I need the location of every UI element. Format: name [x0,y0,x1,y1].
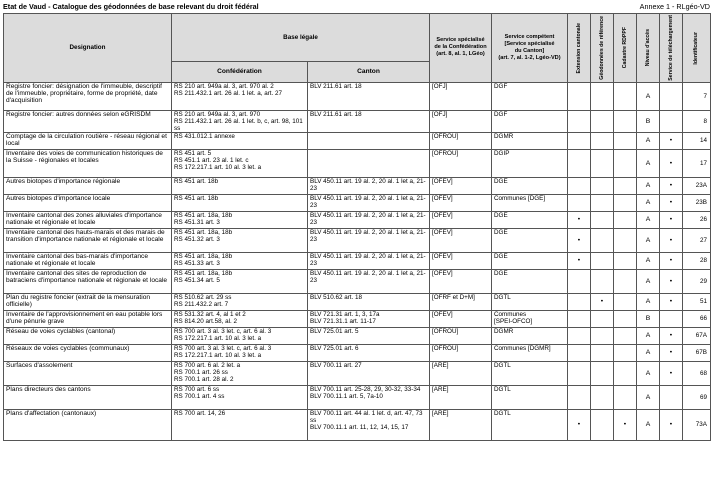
extension-cantonale-cell [568,310,591,327]
identificateur-cell: 67A [683,327,711,344]
geodonnees-reference-cell [591,327,614,344]
identificateur-cell: 27 [683,228,711,252]
table-row [4,385,711,409]
canton-cell [308,211,430,228]
table-row [4,194,711,211]
confederation-cell [172,293,308,310]
cell-line: DGE [494,211,508,219]
geodonnees-reference-cell [591,310,614,327]
cadastre-rdppf-cell [614,344,637,361]
table-row [4,310,711,327]
header-extension-cantonale: Extension cantonale [568,14,591,83]
cell-line: RS 700 art. 14, 26 [174,409,226,417]
cell-line: DGE [494,177,508,185]
extension-cantonale-cell [568,132,591,149]
header-service-telechargement: Service de téléchargement [660,14,683,83]
service-confederation-cell: [OFROU] [430,149,492,177]
table-row [4,228,711,252]
table-row [4,149,711,177]
canton-cell [308,194,430,211]
niveau-acces-cell: A [637,252,660,269]
service-confederation-cell: [OFEV] [430,310,492,327]
extension-cantonale-cell [568,194,591,211]
niveau-acces-cell: A [637,344,660,361]
canton-cell [308,293,430,310]
cell-line: BLV 450.11 art. 19 al. 2, 20 al. 1 let a, 21-23 [310,252,426,267]
service-canton-cell [492,361,568,385]
cadastre-rdppf-cell [614,228,637,252]
niveau-acces-cell: A [637,194,660,211]
cell-line: DGIP [494,149,510,157]
service-confederation-cell: [OFEV] [430,177,492,194]
cell-line: DGTL [494,385,511,393]
niveau-acces-cell: A [637,293,660,310]
geodonnees-reference-cell [591,82,614,110]
service-telechargement-cell: • [660,228,683,252]
cadastre-rdppf-cell [614,327,637,344]
geodonnees-reference-cell [591,409,614,440]
confederation-cell [172,149,308,177]
cell-line: Communes [494,310,527,318]
service-confederation-cell: [OFEV] [430,194,492,211]
cell-line: BLV 450.11 art. 19 al. 2, 20 al. 1 let a, 21-23 [310,211,426,226]
cadastre-rdppf-cell [614,252,637,269]
service-telechargement-cell: • [660,132,683,149]
service-confederation-cell: [OFEV] [430,228,492,252]
geodonnees-reference-cell [591,385,614,409]
cell-line: DGE [494,252,508,260]
cell-line: [SPEI-OFCO] [494,317,533,325]
cadastre-rdppf-cell [614,82,637,110]
confederation-cell [172,327,308,344]
identificateur-cell: 69 [683,385,711,409]
cell-line: RS 210 art. 949a al. 3, art. 970 [174,110,261,118]
cell-line: RS 451 art. 18a, 18b [174,211,233,219]
confederation-cell [172,82,308,110]
extension-cantonale-cell: • [568,228,591,252]
service-canton-cell [492,310,568,327]
cell-line: BLV 700.11.1 art. 11, 12, 14, 15, 17 [310,423,409,431]
table-row [4,211,711,228]
cell-line: RS 211.432.2 art. 7 [174,300,229,308]
cell-line: DGF [494,110,508,118]
cell-line: BLV 700.11.1 art. 5, 7a-10 [310,392,383,400]
service-canton-cell [492,149,568,177]
designation-cell: Autres biotopes d'importance locale [4,194,172,211]
designation-cell: Inventaire cantonal des hauts-marais et des marais de transition d'importance nationale et régionale et locale [4,228,172,252]
identificateur-cell: 51 [683,293,711,310]
header-identificateur: Identificateur [683,14,711,83]
service-telechargement-cell: • [660,269,683,293]
extension-cantonale-cell [568,385,591,409]
service-telechargement-cell [660,110,683,132]
designation-cell: Réseau de voies cyclables (cantonal) [4,327,172,344]
extension-cantonale-cell [568,269,591,293]
service-telechargement-cell [660,82,683,110]
service-telechargement-cell [660,310,683,327]
service-canton-cell [492,293,568,310]
cell-line: BLV 450.11 art. 19 al. 2, 20 al. 1 let a, 21-23 [310,228,426,243]
service-telechargement-cell: • [660,409,683,440]
cell-line: RS 700 art. 6 al. 2 let. a [174,361,241,369]
cadastre-rdppf-cell [614,269,637,293]
cell-line: BLV 450.11 art. 19 al. 2, 20 al. 1 let a, 21-23 [310,177,426,192]
service-telechargement-cell: • [660,293,683,310]
table-row [4,269,711,293]
geodonnees-reference-cell [591,194,614,211]
header-canton: Canton [308,61,430,82]
confederation-cell [172,194,308,211]
cadastre-rdppf-cell [614,211,637,228]
confederation-cell [172,269,308,293]
confederation-cell [172,177,308,194]
designation-cell: Inventaire des voies de communication historiques de la Suisse - régionales et locales [4,149,172,177]
designation-cell: Inventaire cantonal des zones alluviales d'importance nationale et régionale et locale [4,211,172,228]
identificateur-cell: 66 [683,310,711,327]
service-canton-cell [492,82,568,110]
designation-cell: Surfaces d'assolement [4,361,172,385]
cell-line: RS 451.33 art. 3 [174,259,220,267]
identificateur-cell: 67B [683,344,711,361]
table-row [4,132,711,149]
cadastre-rdppf-cell [614,177,637,194]
niveau-acces-cell: B [637,310,660,327]
designation-cell: Réseaux de voies cyclables (communaux) [4,344,172,361]
cell-line: BLV 700.11 art. 25-28, 29, 30-32, 33-34 [310,385,421,393]
niveau-acces-cell: B [637,110,660,132]
cell-line: RS 451 art. 18a, 18b [174,269,233,277]
designation-cell: Inventaire cantonal des bas-marais d'importance nationale et régionale et locale [4,252,172,269]
service-canton-cell [492,327,568,344]
table-row [4,110,711,132]
extension-cantonale-cell: • [568,252,591,269]
annex-label: Annexe 1 - RLgéo-VD [639,2,710,11]
geodonnees-reference-cell [591,269,614,293]
confederation-cell [172,385,308,409]
service-confederation-cell: [OFJ] [430,82,492,110]
service-telechargement-cell: • [660,211,683,228]
canton-cell [308,327,430,344]
service-canton-cell [492,409,568,440]
cadastre-rdppf-cell: • [614,409,637,440]
identificateur-cell: 28 [683,252,711,269]
service-confederation-cell: [ARE] [430,361,492,385]
service-canton-cell [492,194,568,211]
designation-cell: Inventaire de l'approvisionnement en eau potable lors d'une pénurie grave [4,310,172,327]
cell-line: BLV 211.61 art. 18 [310,82,362,90]
service-telechargement-cell: • [660,177,683,194]
header-base-legale: Base légale [172,14,430,62]
geodonnees-reference-cell [591,149,614,177]
cell-line: BLV 721.31.1 art. 11-17 [310,317,376,325]
service-canton-cell [492,177,568,194]
confederation-cell [172,361,308,385]
cell-line: RS 172.217.1 art. 10 al. 3 let. a [174,351,262,359]
extension-cantonale-cell: • [568,409,591,440]
confederation-cell [172,409,308,440]
niveau-acces-cell: A [637,82,660,110]
cell-line: DGTL [494,293,511,301]
geodonnees-reference-cell: • [591,293,614,310]
service-canton-cell [492,344,568,361]
document-title: Etat de Vaud - Catalogue des géodonnées de base relevant du droit fédéral [3,2,259,11]
cell-line: BLV 450.11 art. 19 al. 2, 20 al. 1 let a, 21-23 [310,194,426,209]
canton-cell [308,409,430,440]
extension-cantonale-cell [568,110,591,132]
confederation-cell [172,211,308,228]
confederation-cell [172,110,308,132]
designation-cell: Plan du registre foncier (extrait de la mensuration officielle) [4,293,172,310]
niveau-acces-cell: A [637,409,660,440]
cell-line: BLV 700.11 art. 44 al. 1 let. d, art. 47, 73 ss [310,409,423,424]
cell-line: DGMR [494,132,514,140]
cell-line: RS 451 art. 18b [174,177,219,185]
cell-line: BLV 725.01 art. 5 [310,327,359,335]
identificateur-cell: 7 [683,82,711,110]
service-telechargement-cell: • [660,361,683,385]
cell-line: RS 510.62 art. 29 ss [174,293,232,301]
identificateur-cell: 14 [683,132,711,149]
extension-cantonale-cell [568,327,591,344]
confederation-cell [172,252,308,269]
service-confederation-cell: [OFROU] [430,132,492,149]
service-telechargement-cell: • [660,194,683,211]
service-confederation-cell: [OFEV] [430,211,492,228]
cadastre-rdppf-cell [614,110,637,132]
geodonnees-reference-cell [591,344,614,361]
geodonnees-reference-cell [591,110,614,132]
canton-cell [308,252,430,269]
cell-line: RS 700.1 art. 28 al. 2 [174,375,234,383]
confederation-cell [172,310,308,327]
service-telechargement-cell: • [660,344,683,361]
service-canton-cell [492,385,568,409]
table-row [4,82,711,110]
cell-line: RS 451.32 art. 3 [174,235,220,243]
confederation-cell [172,344,308,361]
canton-cell [308,385,430,409]
cell-line: RS 172.217.1 art. 10 al. 3 let. a [174,163,262,171]
cell-line: RS 431.012.1 annexe [174,132,235,140]
confederation-cell [172,132,308,149]
cell-line: BLV 721.31 art. 1, 3, 17a [310,310,380,318]
cell-line: DGTL [494,361,511,369]
table-row [4,252,711,269]
cell-line: DGE [494,269,508,277]
cell-line: Communes [DGE] [494,194,546,202]
service-telechargement-cell [660,385,683,409]
cell-line: RS 451 art. 18a, 18b [174,228,233,236]
service-canton-cell [492,228,568,252]
canton-cell [308,344,430,361]
extension-cantonale-cell [568,344,591,361]
cadastre-rdppf-cell [614,132,637,149]
identificateur-cell: 23B [683,194,711,211]
cell-line: DGF [494,82,508,90]
niveau-acces-cell: A [637,361,660,385]
identificateur-cell: 23A [683,177,711,194]
extension-cantonale-cell [568,82,591,110]
geodonnees-reference-cell [591,252,614,269]
niveau-acces-cell: A [637,228,660,252]
extension-cantonale-cell [568,361,591,385]
header-service-confederation: Service spécialisé de la Confédération (art. 8, al. 1, LGéo) [430,14,492,83]
canton-cell [308,149,430,177]
designation-cell: Plans d'affectation (cantonaux) [4,409,172,440]
identificateur-cell: 26 [683,211,711,228]
cell-line: RS 700 art. 3 al. 3 let. c, art. 6 al. 3 [174,344,272,352]
service-canton-cell [492,269,568,293]
cell-line: RS 211.432.1 art. 26 al. 1 let. b, c, art. 98, 101 ss [174,117,303,132]
cell-line: BLV 450.11 art. 19 al. 2, 20 al. 1 let a, 21-23 [310,269,426,284]
niveau-acces-cell: A [637,177,660,194]
geodonnees-reference-cell [591,228,614,252]
designation-cell: Plans directeurs des cantons [4,385,172,409]
confederation-cell [172,228,308,252]
canton-cell [308,82,430,110]
service-confederation-cell: [ARE] [430,385,492,409]
cadastre-rdppf-cell [614,361,637,385]
niveau-acces-cell: A [637,132,660,149]
cell-line: DGE [494,228,508,236]
cell-line: RS 814.20 art.58, al. 2 [174,317,238,325]
designation-cell: Registre foncier: autres données selon eGRISDM [4,110,172,132]
service-telechargement-cell: • [660,327,683,344]
header-cadastre-rdppf: Cadastre RDPPF [614,14,637,83]
service-canton-cell [492,132,568,149]
canton-cell [308,228,430,252]
service-confederation-cell: [OFEV] [430,269,492,293]
niveau-acces-cell: A [637,269,660,293]
header-confederation: Confédération [172,61,308,82]
cadastre-rdppf-cell [614,293,637,310]
cell-line: RS 451.31 art. 3 [174,218,220,226]
service-canton-cell [492,110,568,132]
cell-line: RS 700 art. 6 ss [174,385,220,393]
header-service-canton: Service compétent [Service spécialisé du Canton] (art. 7, al. 1-2, Lgéo-VD) [492,14,568,83]
designation-cell: Registre foncier: désignation de l'immeuble, descriptif de l'immeuble, propriétaire, forme de propriété, date d'acquisition [4,82,172,110]
cadastre-rdppf-cell [614,385,637,409]
service-confederation-cell: [OFROU] [430,344,492,361]
identificateur-cell: 8 [683,110,711,132]
geodonnees-reference-cell [591,361,614,385]
service-telechargement-cell: • [660,252,683,269]
identificateur-cell: 68 [683,361,711,385]
canton-cell [308,110,430,132]
cell-line: BLV 510.62 art. 18 [310,293,363,301]
cell-line: BLV 700.11 art. 27 [310,361,362,369]
service-confederation-cell: [OFRF et D+M] [430,293,492,310]
cell-line: DGMR [494,327,514,335]
cell-line: DGTL [494,409,511,417]
cell-line: BLV 725.01 art. 6 [310,344,359,352]
service-confederation-cell: [OFJ] [430,110,492,132]
cadastre-rdppf-cell [614,149,637,177]
service-canton-cell [492,252,568,269]
service-telechargement-cell: • [660,149,683,177]
extension-cantonale-cell [568,293,591,310]
canton-cell [308,310,430,327]
extension-cantonale-cell [568,149,591,177]
table-row [4,344,711,361]
cell-line: RS 700.1 art. 26 ss [174,368,228,376]
extension-cantonale-cell [568,177,591,194]
niveau-acces-cell: A [637,385,660,409]
table-row [4,409,711,440]
canton-cell [308,269,430,293]
table-body [4,82,711,440]
cell-line: RS 451 art. 18a, 18b [174,252,233,260]
niveau-acces-cell: A [637,327,660,344]
page-header [3,2,710,12]
cell-line: RS 451 art. 18b [174,194,219,202]
canton-cell [308,177,430,194]
cell-line: RS 451 art. 5 [174,149,212,157]
designation-cell: Comptage de la circulation routière - réseau régional et local [4,132,172,149]
geodonnees-reference-cell [591,211,614,228]
header-designation: Designation [4,14,172,83]
service-confederation-cell: [OFROU] [430,327,492,344]
service-confederation-cell: [ARE] [430,409,492,440]
canton-cell [308,132,430,149]
table-row [4,293,711,310]
geodonnees-reference-cell [591,132,614,149]
designation-cell: Inventaire cantonal des sites de reproduction de batraciens d'importance nationale et régionale et locale [4,269,172,293]
table-row [4,327,711,344]
geodata-catalogue-table [3,13,711,441]
cell-line: RS 211.432.1 art. 26 al. 1 let. a, art. 27 [174,89,283,97]
identificateur-cell: 29 [683,269,711,293]
cell-line: RS 451.34 art. 5 [174,276,220,284]
cell-line: RS 210 art. 949a al. 3, art. 970 al. 2 [174,82,274,90]
header-niveau-acces: Niveau d'accès [637,14,660,83]
service-canton-cell [492,211,568,228]
header-geodonnees-reference: Géodonnées de référence [591,14,614,83]
geodonnees-reference-cell [591,177,614,194]
identificateur-cell: 17 [683,149,711,177]
cell-line: RS 451.1 art. 23 al. 1 let. c [174,156,249,164]
cadastre-rdppf-cell [614,310,637,327]
cell-line: RS 700.1 art. 4 ss [174,392,225,400]
designation-cell: Autres biotopes d'importance régionale [4,177,172,194]
cell-line: Communes [DGMR] [494,344,551,352]
cell-line: RS 531.32 art. 4, al 1 et 2 [174,310,246,318]
identificateur-cell: 73A [683,409,711,440]
canton-cell [308,361,430,385]
niveau-acces-cell: A [637,211,660,228]
table-row [4,361,711,385]
service-confederation-cell: [OFEV] [430,252,492,269]
extension-cantonale-cell: • [568,211,591,228]
cell-line: RS 172.217.1 art. 10 al. 3 let. a [174,334,262,342]
table-row [4,177,711,194]
cell-line: BLV 211.61 art. 18 [310,110,362,118]
cell-line: RS 700 art. 3 al. 3 let. c, art. 6 al. 3 [174,327,272,335]
niveau-acces-cell: A [637,149,660,177]
cadastre-rdppf-cell [614,194,637,211]
